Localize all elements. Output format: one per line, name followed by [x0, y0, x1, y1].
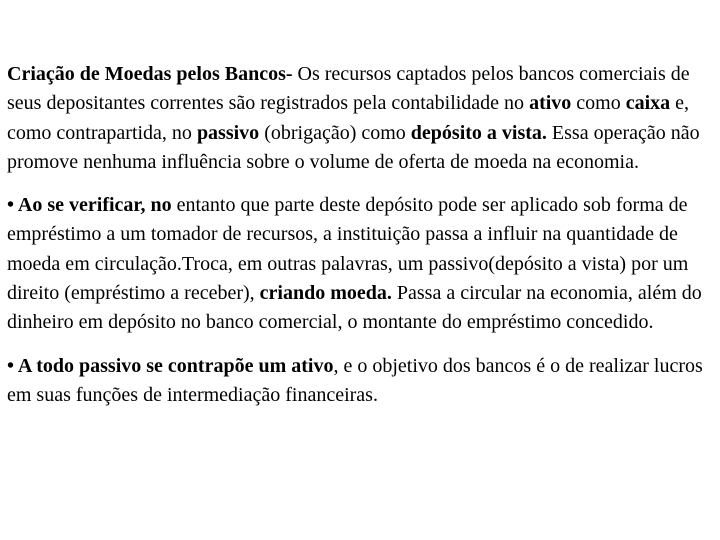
paragraph-criacao-de-moedas: [7, 60, 707, 177]
text-run: passivo: [196, 121, 260, 144]
text-run: (obrigação) como: [259, 121, 411, 144]
text-run: e, como contrapartida, no: [7, 92, 690, 144]
text-run: , e o objetivo dos bancos é o de realizar lucros em suas funções de intermediação financeiras.: [7, 354, 703, 406]
text-run: Passa a circular na economia, além do dinheiro em depósito no banco comercial, o montante do empréstimo concedido.: [7, 282, 702, 334]
text-run: criando moeda.: [259, 282, 392, 305]
text-run: • Ao se verificar, no: [7, 194, 172, 217]
text-run: Criação de Moedas pelos Bancos-: [7, 63, 293, 85]
text-run: entanto que parte deste depósito pode ser aplicado sob forma de empréstimo a um tomador de recursos, a instituição passa a influir na quantidade de moeda em circulação.Troca, em outras palavras, um passivo(depósito a vista) por um direito (empréstimo a receber),: [7, 194, 689, 305]
paragraph-a-todo-passivo: [7, 352, 707, 411]
paragraph-ao-se-verificar: [7, 191, 707, 337]
text-run: Os recursos captados pelos bancos comerciais de seus depositantes correntes são registrados pela contabilidade no: [7, 63, 690, 115]
text-run: • A todo passivo se contrapõe um ativo: [7, 354, 334, 377]
text-run: como: [571, 92, 626, 115]
slide-text-body: [7, 60, 707, 410]
text-run: ativo: [529, 92, 572, 115]
text-run: Essa operação não promove nenhuma influência sobre o volume de oferta de moeda na economia.: [7, 121, 700, 173]
text-run: caixa: [625, 92, 671, 115]
text-run: depósito a vista.: [410, 121, 547, 144]
